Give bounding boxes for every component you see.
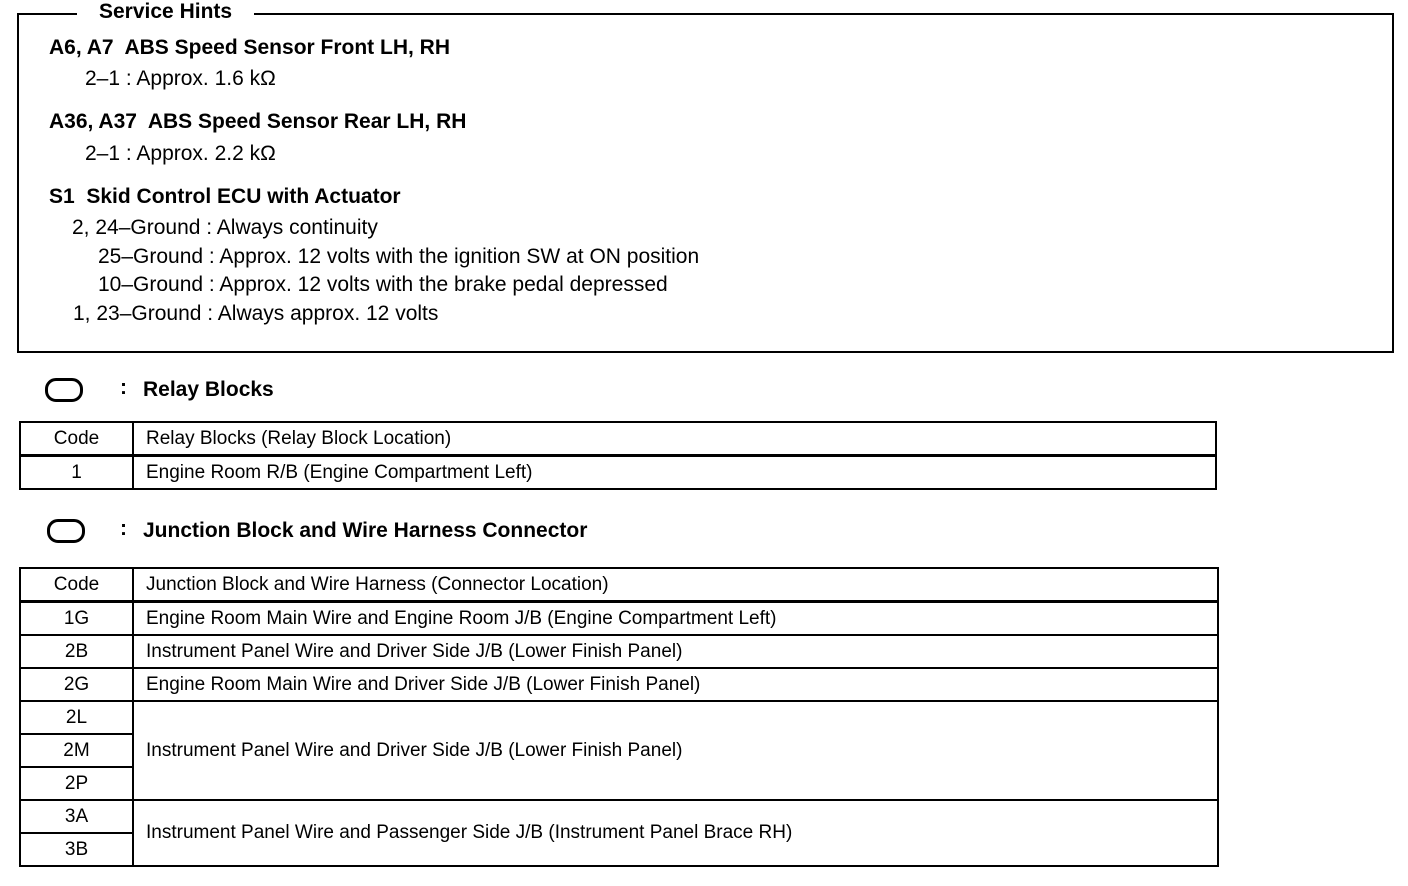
header-code: Code bbox=[20, 422, 133, 456]
relay-blocks-table bbox=[19, 421, 1217, 490]
table-row bbox=[20, 701, 1218, 734]
header-code: Code bbox=[20, 568, 133, 602]
junction-blocks-table bbox=[19, 567, 1219, 867]
relay-block-symbol-icon bbox=[45, 378, 83, 402]
row-code: 2L bbox=[20, 701, 133, 734]
row-desc: Instrument Panel Wire and Passenger Side J/B (Instrument Panel Brace RH) bbox=[133, 800, 1218, 866]
table-row bbox=[20, 602, 1218, 636]
row-code: 2M bbox=[20, 734, 133, 767]
junction-block-symbol-icon bbox=[47, 519, 85, 543]
relay-blocks-title: Relay Blocks bbox=[143, 378, 274, 401]
table-row bbox=[20, 456, 1216, 490]
table-row bbox=[20, 668, 1218, 701]
table-row bbox=[20, 635, 1218, 668]
table-row bbox=[20, 800, 1218, 833]
row-code: 3A bbox=[20, 800, 133, 833]
hint-line-front-resistance: 2–1 : Approx. 1.6 kΩ bbox=[85, 67, 276, 90]
table-header-row bbox=[20, 422, 1216, 456]
row-code: 1 bbox=[20, 456, 133, 490]
row-code: 2G bbox=[20, 668, 133, 701]
hint-heading-ecu: S1 Skid Control ECU with Actuator bbox=[49, 185, 401, 208]
row-code: 1G bbox=[20, 602, 133, 636]
relay-blocks-colon: : bbox=[120, 376, 127, 399]
header-desc: Relay Blocks (Relay Block Location) bbox=[133, 422, 1216, 456]
hint-line-ecu-4: 1, 23–Ground : Always approx. 12 volts bbox=[73, 302, 439, 325]
row-code: 3B bbox=[20, 833, 133, 866]
header-desc: Junction Block and Wire Harness (Connector Location) bbox=[133, 568, 1218, 602]
service-hints-title: Service Hints bbox=[77, 0, 254, 24]
hint-line-ecu-1: 2, 24–Ground : Always continuity bbox=[72, 216, 378, 239]
hint-heading-rear-sensor: A36, A37 ABS Speed Sensor Rear LH, RH bbox=[49, 110, 467, 133]
table-header-row bbox=[20, 568, 1218, 602]
row-desc: Engine Room R/B (Engine Compartment Left) bbox=[133, 456, 1216, 490]
row-code: 2P bbox=[20, 767, 133, 800]
row-desc: Engine Room Main Wire and Driver Side J/B (Lower Finish Panel) bbox=[133, 668, 1218, 701]
hint-line-rear-resistance: 2–1 : Approx. 2.2 kΩ bbox=[85, 142, 276, 165]
row-code: 2B bbox=[20, 635, 133, 668]
hint-heading-front-sensor: A6, A7 ABS Speed Sensor Front LH, RH bbox=[49, 36, 450, 59]
hint-line-ecu-3: 10–Ground : Approx. 12 volts with the brake pedal depressed bbox=[98, 273, 668, 296]
row-desc: Engine Room Main Wire and Engine Room J/B (Engine Compartment Left) bbox=[133, 602, 1218, 636]
junction-blocks-title: Junction Block and Wire Harness Connector bbox=[143, 519, 588, 542]
hint-line-ecu-2: 25–Ground : Approx. 12 volts with the ignition SW at ON position bbox=[98, 245, 700, 268]
junction-blocks-colon: : bbox=[120, 517, 127, 540]
row-desc: Instrument Panel Wire and Driver Side J/B (Lower Finish Panel) bbox=[133, 635, 1218, 668]
row-desc: Instrument Panel Wire and Driver Side J/B (Lower Finish Panel) bbox=[133, 701, 1218, 800]
